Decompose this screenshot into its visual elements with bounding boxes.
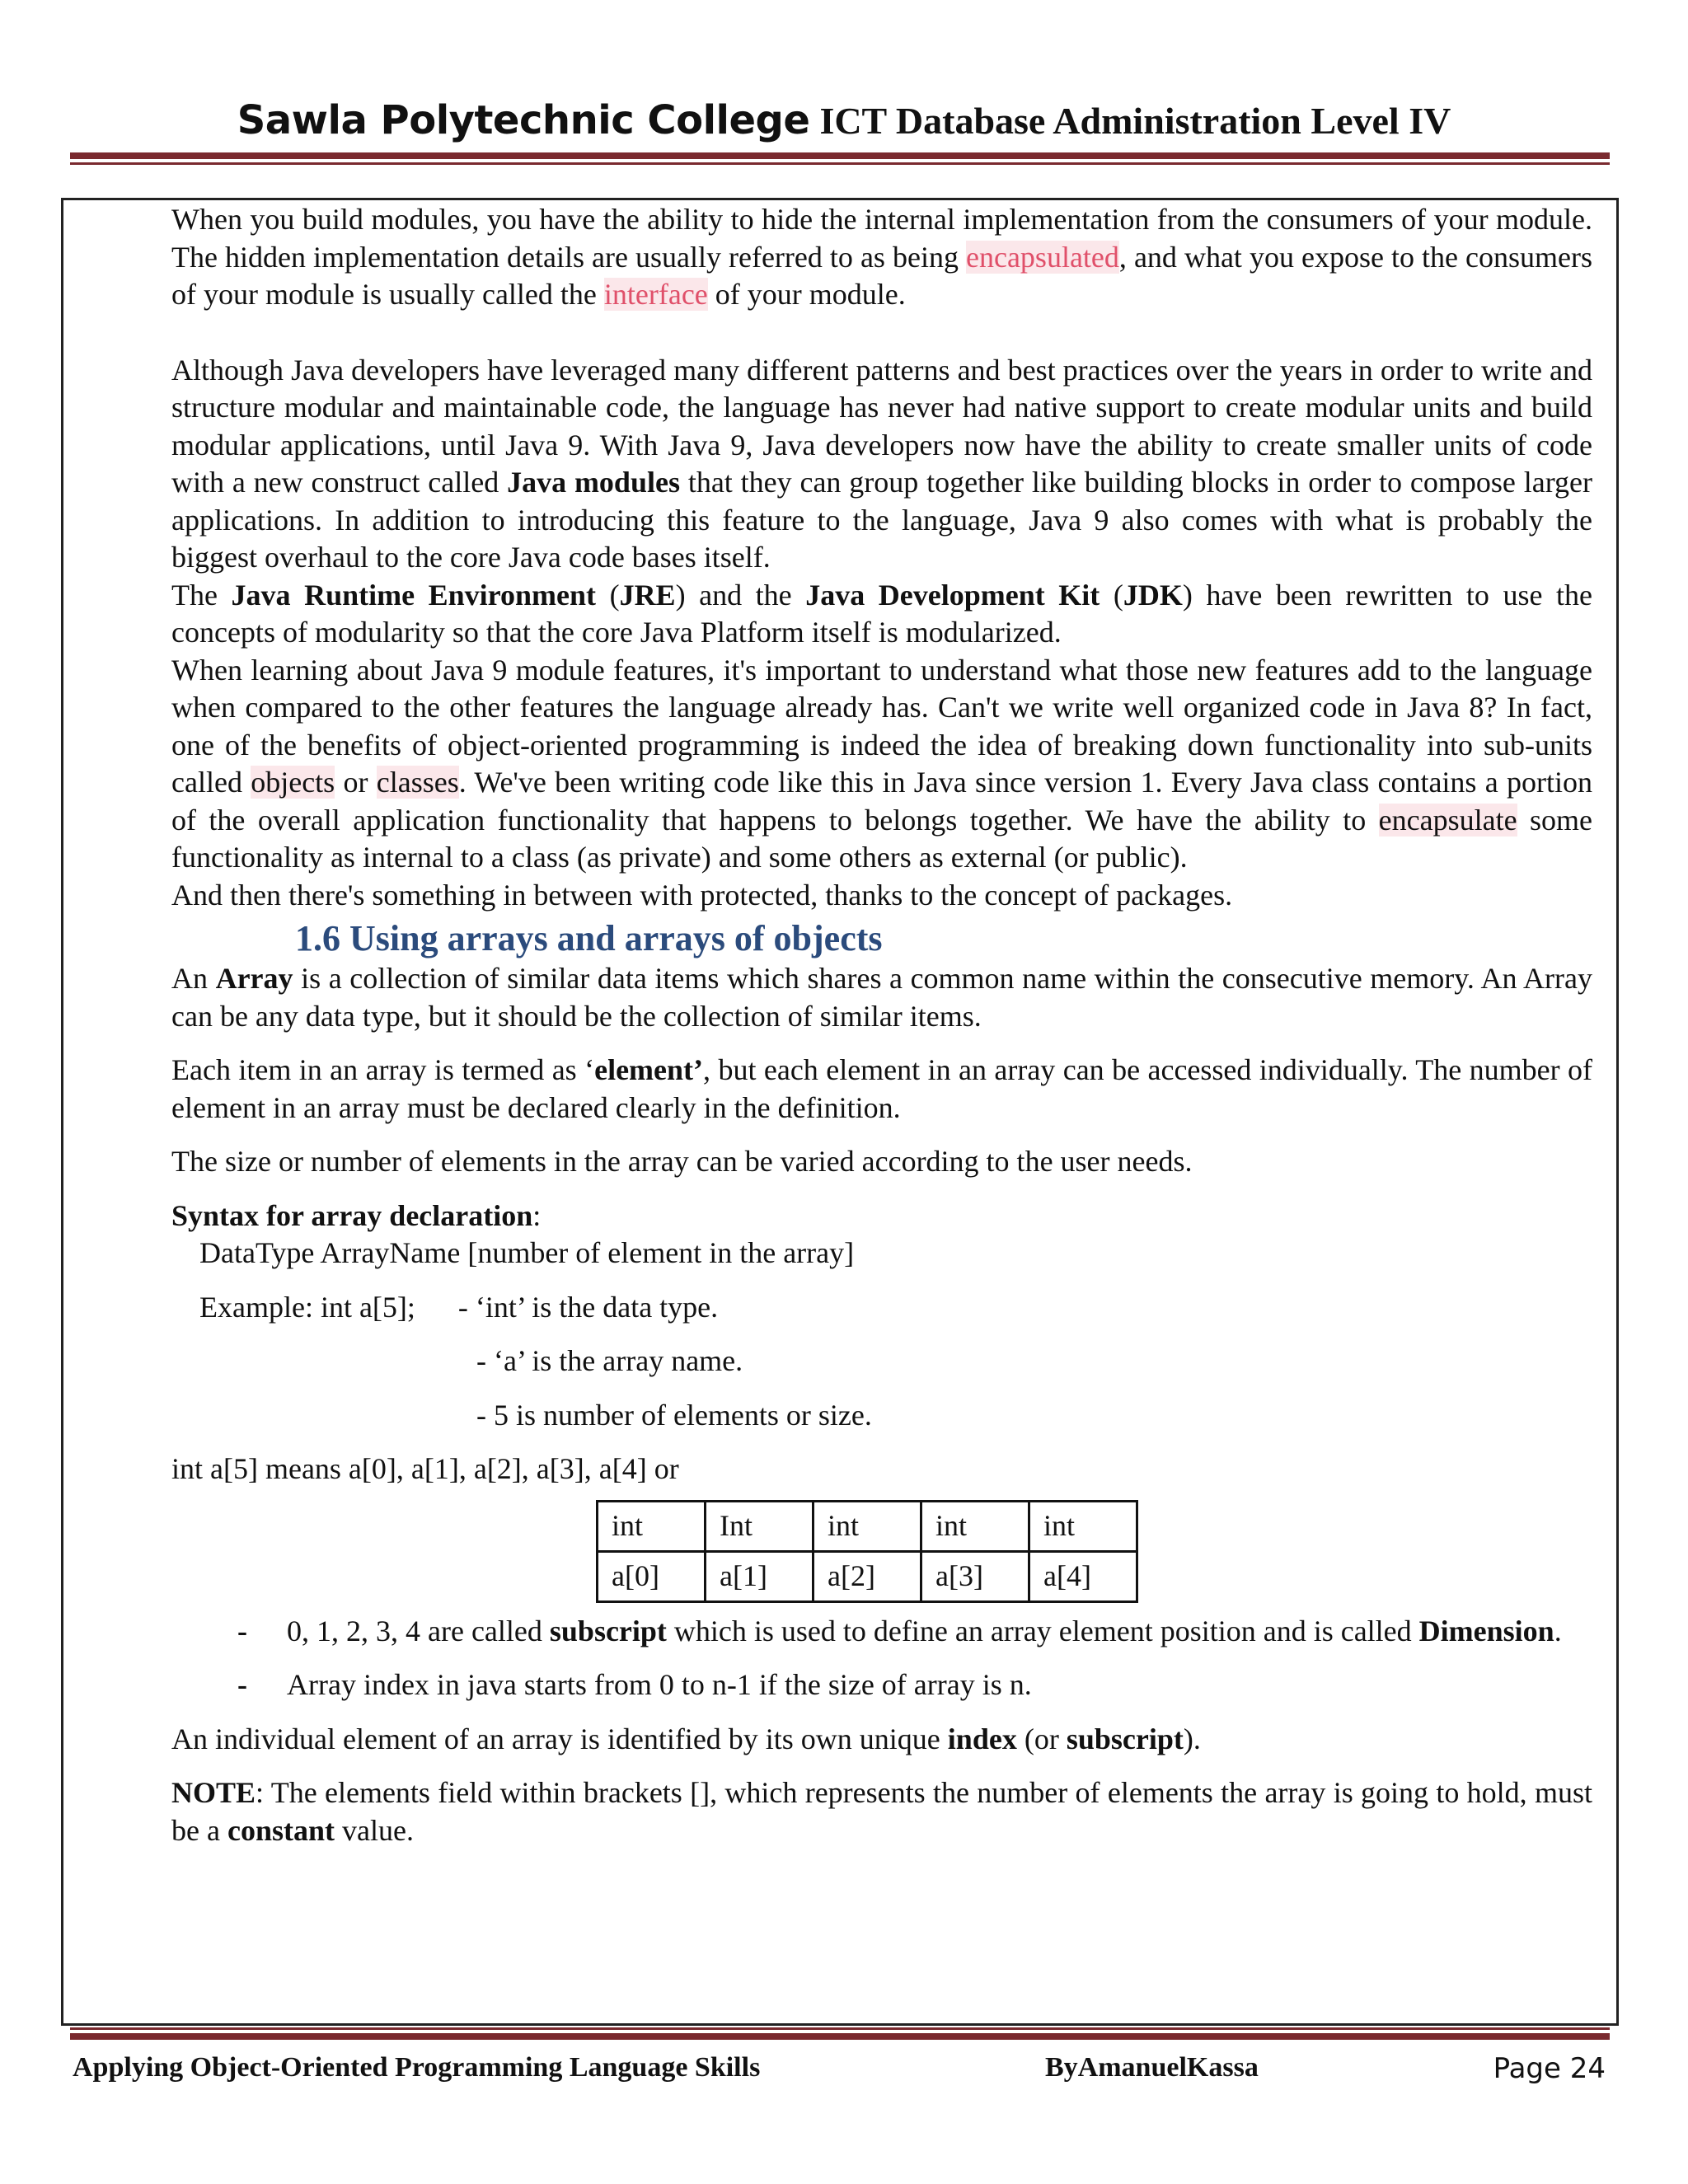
page-number: Page 24 xyxy=(1493,2052,1606,2085)
paragraph-index: An individual element of an array is identified by its own unique index (or subscript). xyxy=(171,1722,1201,1755)
syntax-line: DataType ArrayName [number of element in the array] xyxy=(199,1236,855,1269)
table-cell: a[3] xyxy=(921,1551,1029,1601)
highlight-objects: objects xyxy=(251,766,335,799)
table-cell: int xyxy=(598,1501,706,1551)
table-cell: a[4] xyxy=(1029,1551,1137,1601)
paragraph-jre-jdk: The Java Runtime Environment (JRE) and the Java Development Kit (JDK) have been rewritten to use the concepts of modularity so that the core Java Platform itself is modularized. xyxy=(171,578,1592,649)
table-cell: a[1] xyxy=(706,1551,814,1601)
table-cell: Int xyxy=(706,1501,814,1551)
highlight-classes: classes xyxy=(376,766,459,799)
table-row xyxy=(598,1501,1137,1551)
table-cell: a[2] xyxy=(814,1551,921,1601)
footer-rule-thin xyxy=(70,2027,1610,2030)
paragraph-learning-modules: When learning about Java 9 module features, it's important to understand what those new features add to the language when compared to the other features the language already has. Can't we write well organized code in Java 8? In fact, one of the benefits of object-oriented programming is indeed the idea of breaking down functionality into sub-units called objects or classes. We've been writing code like this in Java since version 1. Every Java class contains a portion of the overall application functionality that happens to belongs together. We have the ability to encapsulate some functionality as internal to a class (as private) and some others as external (or public). xyxy=(171,653,1592,874)
header-rule-thick xyxy=(70,152,1610,159)
document-body xyxy=(171,201,1592,1849)
paragraph-note: NOTE: The elements field within brackets [], which represents the number of elements the array is going to hold, must be a constant value. xyxy=(171,1776,1592,1847)
footer-rule-thick xyxy=(70,2033,1610,2040)
highlight-encapsulated: encapsulated xyxy=(966,240,1119,274)
table-cell: a[0] xyxy=(598,1551,706,1601)
table-cell: int xyxy=(1029,1501,1137,1551)
paragraph-java9-modules: Although Java developers have leveraged many different patterns and best practices over the years in order to write and structure modular and maintainable code, the language has never had native support to create modular units and build modular applications, until Java 9. With Java 9, Java developers now have the ability to create smaller units of code with a new construct called Java modules that they can group together like building blocks in order to compose larger applications. In addition to introducing this feature to the language, Java 9 also comes with what is probably the biggest overhaul to the core Java code bases itself. xyxy=(171,353,1592,574)
bullet-subscript: - 0, 1, 2, 3, 4 are called subscript which is used to define an array element position and is called Dimension. xyxy=(237,1614,1562,1647)
example-line: Example: int a[5]; - ‘int’ is the data type. xyxy=(199,1290,719,1324)
footer-author: ByAmanuelKassa xyxy=(1045,2052,1259,2083)
paragraph-modules-intro: When you build modules, you have the ability to hide the internal implementation from the consumers of your module. The hidden implementation details are usually referred to as being encapsulated, and what you expose to the consumers of your module is usually called the interface of your module. xyxy=(171,203,1593,311)
highlight-encapsulate: encapsulate xyxy=(1378,803,1517,837)
array-table xyxy=(596,1500,1138,1603)
bullet-index-range: - Array index in java starts from 0 to n-1 if the size of array is n. xyxy=(237,1668,1032,1701)
paragraph-array-element: Each item in an array is termed as ‘element’, but each element in an array can be accessed individually. The number of element in an array must be declared clearly in the definition. xyxy=(171,1053,1592,1124)
section-heading: 1.6 Using arrays and arrays of objects xyxy=(295,918,883,958)
paragraph-array-definition: An Array is a collection of similar data items which shares a common name within the consecutive memory. An Array can be any data type, but it should be the collection of similar items. xyxy=(171,962,1593,1033)
table-cell: int xyxy=(814,1501,921,1551)
college-name: Sawla Polytechnic College xyxy=(237,97,810,143)
course-name: ICT Database Administration Level IV xyxy=(819,100,1451,142)
header-rule-thin xyxy=(70,162,1610,165)
paragraph-array-size: The size or number of elements in the array can be varied according to the user needs. xyxy=(171,1145,1193,1178)
page-header xyxy=(0,97,1688,143)
syntax-heading: Syntax for array declaration: xyxy=(171,1198,542,1232)
paragraph-protected: And then there's something in between with protected, thanks to the concept of packages. xyxy=(171,878,1233,912)
array-means-line: int a[5] means a[0], a[1], a[2], a[3], a[4] or xyxy=(171,1452,679,1485)
table-row xyxy=(598,1551,1137,1601)
footer-course-title: Applying Object-Oriented Programming Language Skills xyxy=(73,2052,761,2083)
table-cell: int xyxy=(921,1501,1029,1551)
example-note-name: - ‘a’ is the array name. xyxy=(476,1344,743,1377)
example-note-size: - 5 is number of elements or size. xyxy=(476,1398,872,1432)
highlight-interface: interface xyxy=(603,278,708,311)
